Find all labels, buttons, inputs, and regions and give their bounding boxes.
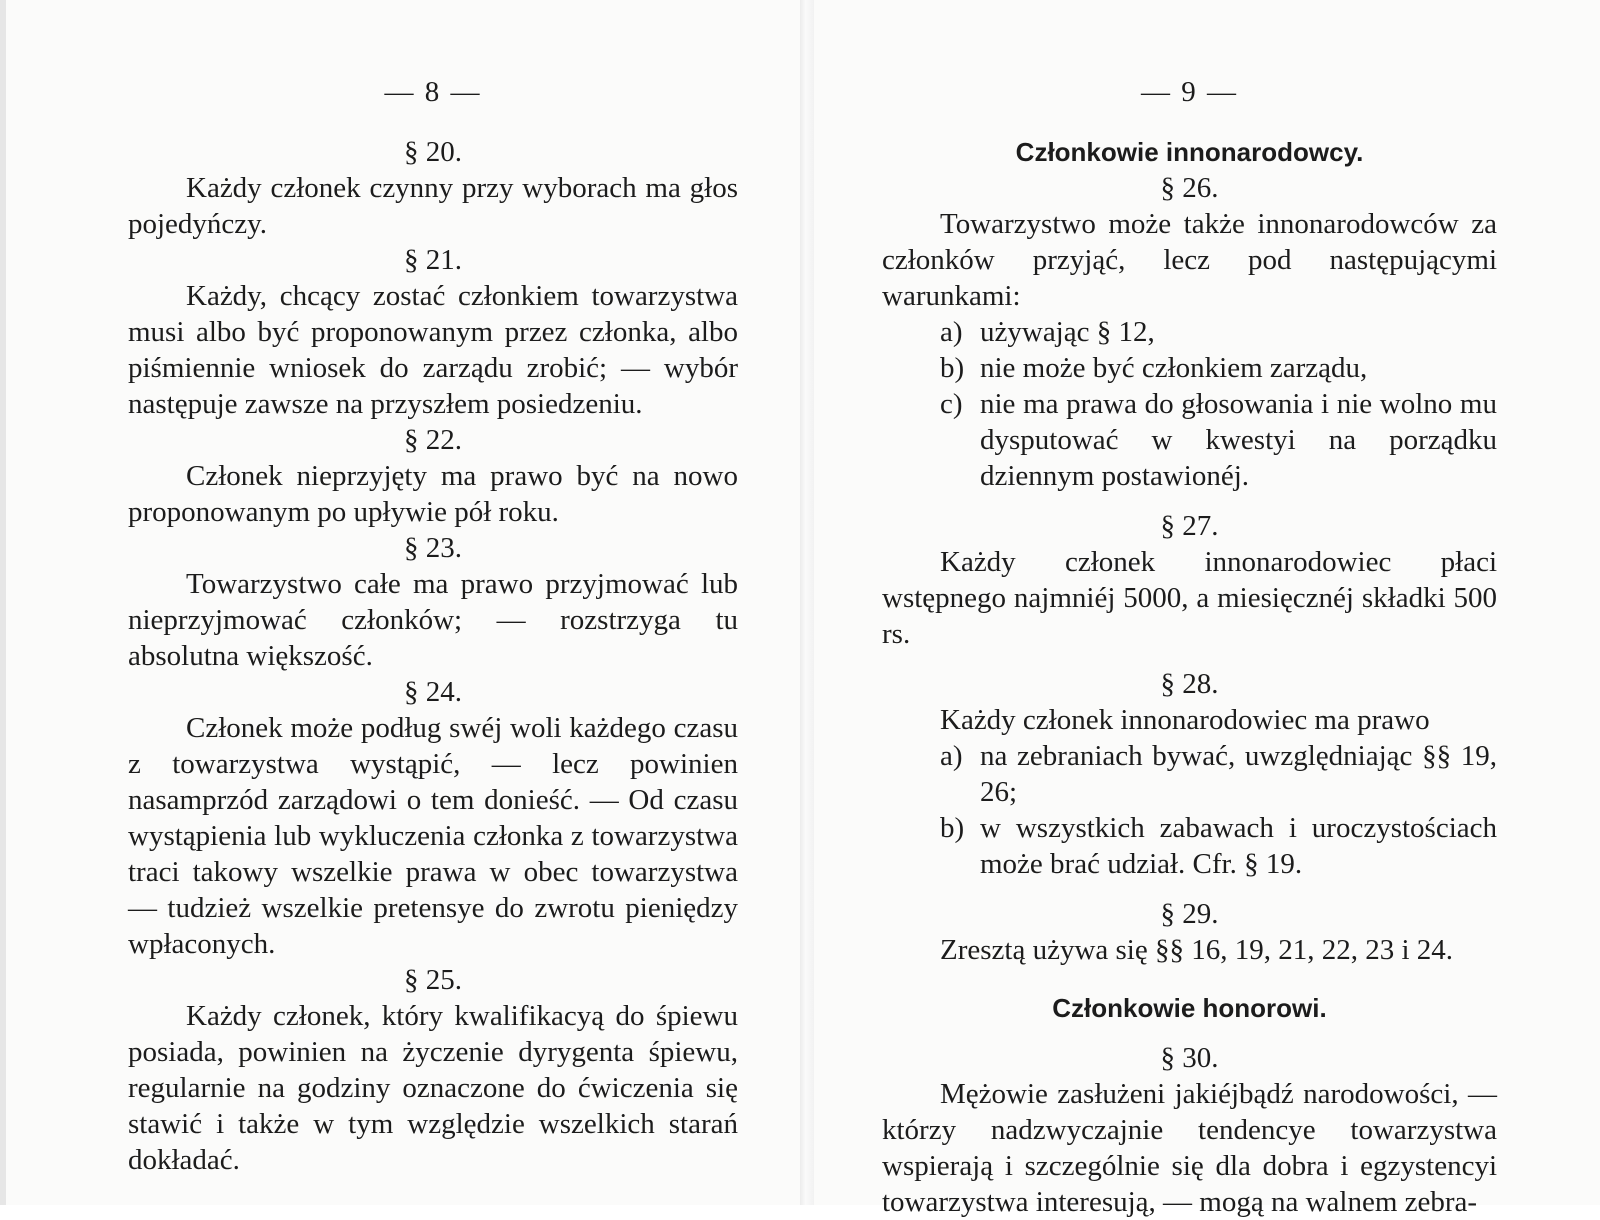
- book-gutter: [800, 0, 814, 1205]
- paragraph: Każdy, chcący zostać członkiem towarzystwa musi albo być proponowanym przez członka, albo piśmiennie wniosek do zarządu zrobić; — wybór następuje zawsze na przyszłem posiedzeniu.: [128, 280, 738, 420]
- section-number: § 29.: [1160, 898, 1219, 930]
- spacer: [882, 968, 1497, 990]
- spacer: [882, 1026, 1497, 1040]
- right-page-text: [882, 134, 1497, 1220]
- list-item-label: b): [940, 352, 965, 384]
- list-item-text: używając § 12,: [980, 316, 1155, 348]
- section-number: § 25.: [404, 964, 462, 996]
- list-item: [882, 386, 1497, 494]
- list-item-text: nie ma prawa do głosowania i nie wolno mu dysputować w kwestyi na porządku dziennym postawionéj.: [980, 388, 1497, 492]
- list-item-label: a): [940, 740, 963, 772]
- left-page-text: [128, 134, 738, 1178]
- section-number: § 24.: [404, 676, 462, 708]
- chapter-heading: Członkowie innonarodowcy.: [1015, 137, 1364, 167]
- page-edge: [0, 0, 6, 1205]
- list-item: [882, 738, 1497, 810]
- section-number: § 20.: [404, 136, 462, 168]
- paragraph: Towarzystwo może także innonarodowców za członków przyjąć, lecz pod następującymi warunkami:: [882, 208, 1497, 312]
- spacer: [882, 494, 1497, 508]
- list-item: [882, 350, 1497, 386]
- section-number: § 26.: [1160, 172, 1219, 204]
- list-item-label: c): [940, 388, 963, 420]
- section-number: § 22.: [404, 424, 462, 456]
- list-item: [882, 314, 1497, 350]
- list-item-label: a): [940, 316, 963, 348]
- paragraph: Członek nieprzyjęty ma prawo być na nowo proponowanym po upływie pół roku.: [128, 460, 738, 528]
- right-page: [882, 0, 1497, 1218]
- paragraph: Zresztą używa się §§ 16, 19, 21, 22, 23 i 24.: [940, 934, 1454, 966]
- paragraph: Każdy członek czynny przy wyborach ma głos pojedyńczy.: [128, 172, 738, 240]
- list-item-label: b): [940, 812, 965, 844]
- section-number: § 23.: [404, 532, 462, 564]
- list-item-text: w wszystkich zabawach i uroczystościach może brać udział. Cfr. § 19.: [980, 812, 1497, 880]
- chapter-heading: Członkowie honorowi.: [1052, 993, 1327, 1023]
- page-number: — 8 —: [384, 76, 482, 108]
- paragraph: Członek może podług swéj woli każdego czasu z towarzystwa wystąpić, — lecz powinien nasamprzód zarządowi o tem donieść. — Od czasu wystąpienia lub wykluczenia członka z towarzystwa traci takowy wszelkie prawa w obec towarzystwa — tudzież wszelkie pretensye do zwrotu pieniędzy wpłaconych.: [128, 712, 738, 960]
- section-number: § 28.: [1160, 668, 1219, 700]
- list-item-text: nie może być członkiem zarządu,: [980, 352, 1368, 384]
- section-number: § 27.: [1160, 510, 1219, 542]
- paragraph: Mężowie zasłużeni jakiéjbądź narodowości, — którzy nadzwyczajnie tendencye towarzystwa wspierają i szczególnie się dla dobra i egzystencyi towarzystwa interesują, — mogą na walnem zebra-: [882, 1078, 1497, 1218]
- paragraph: Każdy członek innonarodowiec ma prawo: [940, 704, 1430, 736]
- list-item-text: na zebraniach bywać, uwzględniając §§ 19, 26;: [980, 740, 1497, 808]
- section-number: § 21.: [404, 244, 462, 276]
- spacer: [882, 882, 1497, 896]
- paragraph: Każdy członek, który kwalifikacyą do śpiewu posiada, powinien na życzenie dyrygenta śpiewu, regularnie na godziny oznaczone do ćwiczenia się stawić i także w tym względzie wszelkich starań dokładać.: [128, 1000, 738, 1176]
- section-number: § 30.: [1160, 1042, 1219, 1074]
- spacer: [882, 652, 1497, 666]
- page-number: — 9 —: [1141, 76, 1238, 108]
- paragraph: Towarzystwo całe ma prawo przyjmować lub nieprzyjmować członków; — rozstrzyga tu absolutna większość.: [128, 568, 738, 672]
- left-page: [128, 0, 738, 1205]
- list-item: [882, 810, 1497, 882]
- paragraph: Każdy członek innonarodowiec płaci wstępnego najmniéj 5000, a miesięcznéj składki 500 rs.: [882, 546, 1497, 650]
